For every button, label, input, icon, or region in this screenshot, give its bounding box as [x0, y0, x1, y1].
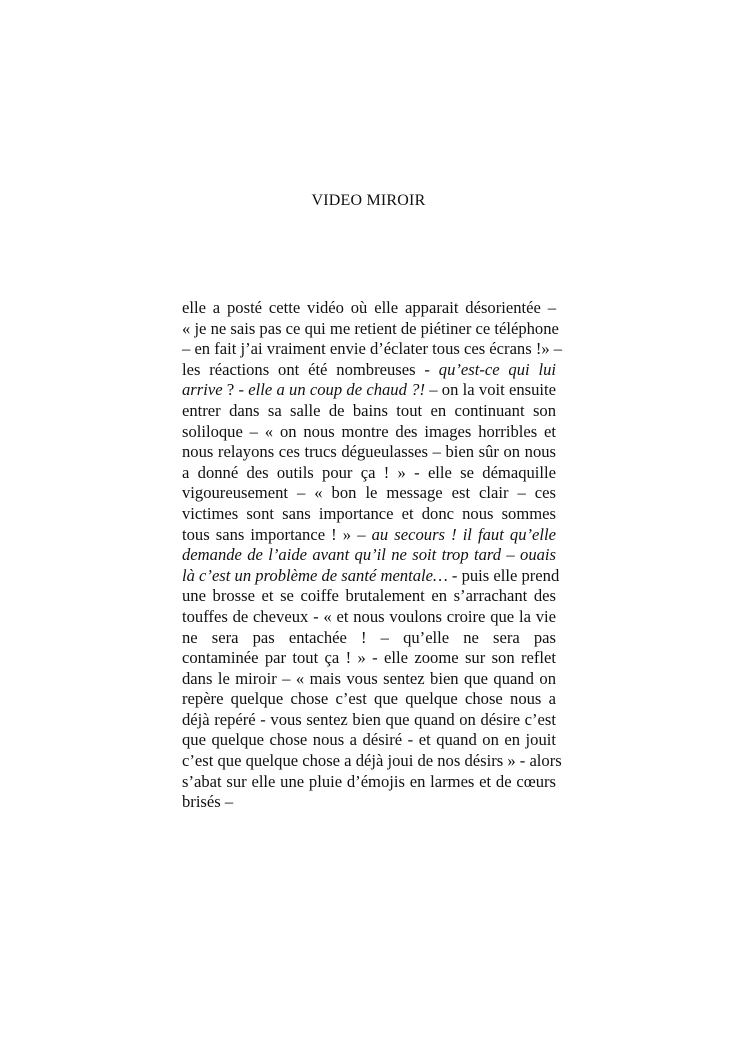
italic-text-run: au secours ! il faut qu’elle [371, 524, 557, 544]
italic-text-run: elle a un coup de chaud ?! [248, 380, 425, 400]
text-run: une brosse et se coiffe brutalement en s’arrachant des [182, 586, 556, 606]
body-line [182, 607, 556, 628]
body-line [182, 339, 563, 360]
italic-text-run: qu’est-ce qui lui [438, 359, 556, 379]
body-line [182, 792, 556, 813]
body-line [182, 751, 562, 772]
text-run: dans le miroir – « mais vous sentez bien que quand on [182, 668, 556, 688]
body-line [182, 628, 556, 649]
body-line [182, 380, 556, 401]
body-line [182, 422, 556, 443]
body-line [182, 710, 556, 731]
text-run: repère quelque chose c’est que quelque chose nous a [182, 689, 556, 709]
text-run: c’est que quelque chose a déjà joui de nos désirs » - alors [182, 751, 562, 771]
text-run: nous relayons ces trucs dégueulasses – bien sûr on nous [182, 442, 556, 462]
text-run: contaminée par tout ça ! » - elle zoome sur son reflet [182, 648, 556, 668]
italic-text-run: arrive [182, 380, 223, 400]
body-line [182, 298, 556, 319]
text-run: entrer dans sa salle de bains tout en continuant son [182, 400, 556, 420]
text-run: ? - [222, 380, 249, 400]
body-line [182, 360, 556, 381]
body-line [182, 525, 556, 546]
italic-text-run: demande de l’aide avant qu’il ne soit trop tard – ouais [182, 545, 556, 565]
poem-title: VIDEO MIROIR [311, 192, 426, 209]
body-line [182, 648, 556, 669]
text-run: soliloque – « on nous montre des images horribles et [182, 421, 556, 441]
text-run: les réactions ont été nombreuses - [182, 359, 439, 379]
body-line [182, 772, 556, 793]
body-line [182, 586, 556, 607]
text-run: déjà repéré - vous sentez bien que quand on désire c’est [182, 709, 556, 729]
text-run: elle a posté cette vidéo où elle apparait désorientée – [182, 298, 556, 317]
body-line [182, 545, 556, 566]
text-run: ne sera pas entachée ! – qu’elle ne sera pas [182, 627, 556, 647]
text-run: - puis elle prend [447, 565, 560, 585]
text-run: s’abat sur elle une pluie d’émojis en larmes et de cœurs [182, 771, 556, 791]
body-line [182, 730, 556, 751]
text-run: victimes sont sans importance et donc nous sommes [182, 503, 556, 523]
poem-body [182, 298, 563, 813]
text-run: – on la voit ensuite [424, 380, 556, 400]
text-run: touffes de cheveux - « et nous voulons croire que la vie [182, 606, 556, 626]
body-line [182, 463, 556, 484]
body-line [182, 483, 556, 504]
body-line [182, 318, 559, 340]
body-line [182, 504, 556, 525]
text-run: que quelque chose nous a désiré - et quand on en jouit [182, 730, 556, 750]
body-line [182, 442, 556, 463]
body-line [182, 689, 556, 710]
text-run: brisés – [182, 792, 234, 812]
italic-text-run: là c’est un problème de santé mentale… [182, 565, 448, 585]
text-run: – en fait j’ai vraiment envie d’éclater tous ces écrans !» – [182, 339, 563, 359]
text-run: a donné des outils pour ça ! » - elle se démaquille [182, 462, 556, 482]
body-line [182, 401, 556, 422]
text-run: vigoureusement – « bon le message est clair – ces [182, 483, 556, 503]
body-line [182, 669, 556, 690]
text-run: « je ne sais pas ce qui me retient de piétiner ce téléphone [182, 318, 559, 338]
body-line [182, 565, 560, 587]
text-run: tous sans importance ! » – [182, 524, 372, 544]
